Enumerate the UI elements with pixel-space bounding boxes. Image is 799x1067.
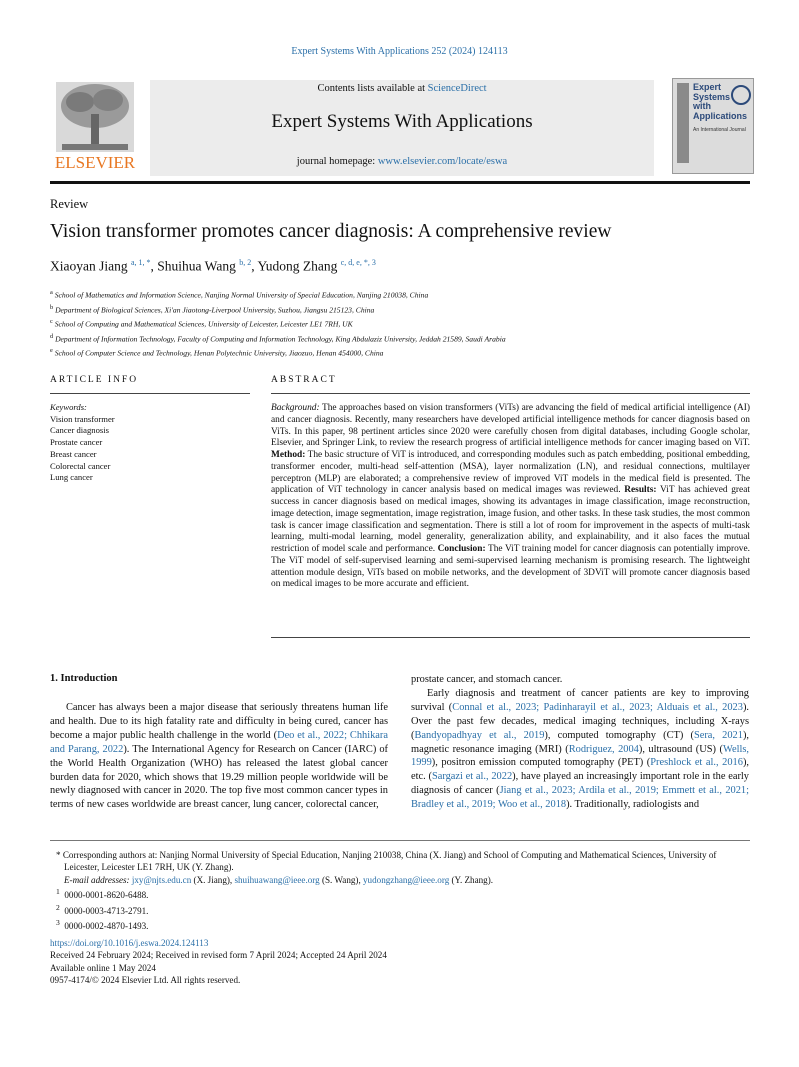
intro-right-column: [411, 673, 749, 812]
abstract-background-label: Background:: [271, 403, 320, 413]
journal-cover: [672, 78, 754, 174]
article-info-heading: ARTICLE INFO: [50, 375, 139, 385]
body-text: ). Traditionally, radiologists and: [566, 799, 700, 811]
body-text: ). The International Agency for Research on Cancer (IARC) of the World Health Organization (WHO) has released the latest global cancer burden data for 2020, which shows that 19.29 million people worldwide will be newly diagnosed with cancer in 2020. The top five most common cancer types in terms of new cases worldwide are breast cancer, lung cancer, colorectal cancer,: [50, 743, 388, 811]
intro-left-paragraph: [50, 701, 388, 812]
affiliation-text: School of Mathematics and Information Science, Nanjing Normal University of Special Education, Nanjing 210038, China: [54, 290, 429, 300]
elsevier-tree-icon: [50, 80, 140, 175]
body-text: ), computed tomography (CT) (: [544, 729, 694, 741]
author-separator: ,: [150, 258, 158, 274]
abstract-conclusion-label: Conclusion:: [437, 544, 486, 554]
citation-link[interactable]: Deo et al., 2022; Chhikara and Parang, 2022: [50, 729, 388, 755]
affiliation-text: Department of Biological Sciences, Xi'an Jiaotong-Liverpool University, Suzhou, Jiangsu 215123, China: [55, 305, 375, 315]
keyword-item: Lung cancer: [50, 472, 93, 483]
orcid-id: 0000-0003-4713-2791.: [64, 905, 149, 916]
affiliation-mark: c: [50, 318, 53, 326]
contents-line: [150, 83, 654, 94]
abstract-conclusion: The ViT training model for cancer diagnosis can potentially improve. The ViT model of self-supervised learning and semi-supervised learning mechanism is promising research. The lightweight attention module design, ViTs based on mobile networks, and the development of 3DViT will promote cancer diagnosis based on medical images to be more accurate and efficient.: [271, 544, 750, 590]
abstract-end-rule: [271, 637, 750, 638]
abstract-background: The approaches based on vision transformers (ViTs) are advancing the field of medical artificial intelligence (AI) and cancer diagnosis. Recently, many researchers have developed artificial intelligence methods for cancer diagnosis based on ViTs. In this paper, 98 pertinent articles since 2020 were carefully chosen from digital databases, including Google scholar, Elsevier, and Springer Link, to review the research progress of artificial intelligence methods for cancer imaging based on ViT.: [271, 403, 750, 449]
affiliation-text: School of Computer Science and Technology, Henan Polytechnic University, Jiaozuo, Henan 454000, China: [54, 348, 384, 358]
keyword-item: Cancer diagnosis: [50, 425, 109, 436]
doi-link[interactable]: https://doi.org/10.1016/j.eswa.2024.124113: [50, 938, 209, 948]
body-text: prostate cancer, and stomach cancer.: [411, 674, 563, 685]
orcid-note: [50, 886, 750, 901]
email-owner: (X. Jiang),: [191, 874, 235, 885]
intro-right-paragraph: [411, 687, 749, 812]
citation-link[interactable]: Jiang et al., 2023; Ardila et al., 2019; Emmett et al., 2021; Bradley et al., 2019; Woo et al., 2018: [411, 785, 749, 811]
body-text: ), ultrasound (US) (: [638, 743, 723, 755]
received-dates: Received 24 February 2024; Received in revised form 7 April 2024; Accepted 24 April 2024: [50, 950, 387, 961]
cover-title-line: with: [693, 101, 711, 111]
keyword-item: Colorectal cancer: [50, 460, 111, 471]
cover-emblem-icon: [731, 85, 751, 105]
keyword-item: Vision transformer: [50, 413, 115, 424]
copyright: 0957-4174/© 2024 Elsevier Ltd. All rights reserved.: [50, 975, 241, 986]
footnote-rule: [50, 840, 750, 841]
abstract-results-label: Results:: [624, 485, 657, 496]
cover-sidebar: [677, 83, 689, 163]
publication-info: [50, 937, 750, 987]
affiliation-text: Department of Information Technology, Faculty of Computing and Information Technology, King Abdulaziz University, Jeddah 21589, Saudi Arabia: [55, 334, 506, 344]
keyword-item: Prostate cancer: [50, 437, 103, 448]
affiliation-item: [50, 316, 750, 331]
sciencedirect-link[interactable]: ScienceDirect: [427, 83, 487, 94]
affiliation-mark: a: [50, 289, 53, 296]
elsevier-logo: [50, 80, 140, 175]
abstract-rule: [271, 393, 750, 394]
citation-link[interactable]: Connal et al., 2023; Padinharayil et al., 2023; Alduais et al., 2023: [452, 701, 743, 713]
affiliation-text: School of Computing and Mathematical Sciences, University of Leicester, Leicester LE1 7RH, UK: [54, 319, 353, 329]
cover-subtitle: An International Journal: [693, 127, 746, 133]
affiliation-item: [50, 302, 750, 317]
author-name[interactable]: Yudong Zhang: [257, 258, 338, 274]
journal-title: Expert Systems With Applications: [271, 111, 533, 132]
body-text: Cancer has always been a major disease that seriously threatens human life and health. Due to its high fatality rate and difficulty in being cured, cancer has become a major public health challenge in the world (: [50, 702, 388, 741]
body-text: ), magnetic resonance imaging (MRI) (: [411, 729, 749, 755]
affiliation-item: [50, 345, 750, 360]
body-text: ). Over the past few decades, medical imaging techniques, including X-rays (: [411, 701, 749, 741]
email-label: E-mail addresses:: [64, 874, 132, 885]
author-affil-marks[interactable]: c, d, e, *, 3: [340, 258, 376, 267]
email-line: [50, 874, 750, 886]
email-owner: (Y. Zhang).: [449, 874, 494, 885]
section-heading: 1. Introduction: [50, 673, 118, 684]
homepage-link[interactable]: www.elsevier.com/locate/eswa: [377, 156, 508, 167]
orcid-id: 0000-0001-8620-6488.: [64, 890, 149, 901]
citation-link[interactable]: Bandyopadhyay et al., 2019: [414, 729, 545, 741]
affiliation-mark: e: [50, 347, 53, 355]
orcid-id: 0000-0002-4870-1493.: [64, 921, 149, 932]
affiliation-mark: d: [50, 332, 54, 340]
email-link[interactable]: shuihuawang@ieee.org: [234, 874, 320, 885]
citation-link[interactable]: Wells, 1999: [411, 743, 749, 769]
affiliation-mark: b: [50, 303, 54, 311]
cover-title-line: Applications: [693, 110, 748, 121]
article-title: Vision transformer promotes cancer diagnosis: A comprehensive review: [50, 221, 612, 242]
email-link[interactable]: yudongzhang@ieee.org: [363, 874, 450, 885]
homepage-prefix: journal homepage:: [296, 156, 378, 167]
keywords-block: [50, 402, 115, 484]
author-name[interactable]: Xiaoyan Jiang: [50, 258, 128, 274]
orcid-mark: 2: [56, 902, 60, 912]
orcid-note: [50, 917, 750, 932]
footnotes: [50, 849, 750, 933]
abstract-method-label: Method:: [271, 450, 306, 460]
citation-link[interactable]: Sargazi et al., 2022: [431, 771, 513, 783]
author-affil-marks[interactable]: b, 2: [239, 258, 252, 267]
citation-link[interactable]: Preshlock et al., 2016: [650, 757, 743, 769]
author-affil-marks[interactable]: a, 1, *: [130, 258, 151, 267]
available-online: Available online 1 May 2024: [50, 962, 156, 973]
journal-band: [150, 80, 654, 176]
body-text: ), positron emission computed tomography (PET) (: [431, 757, 651, 769]
affiliation-list: [50, 287, 750, 360]
author-separator: ,: [251, 258, 258, 274]
corresponding-author-note: * Corresponding authors at: Nanjing Normal University of Special Education, Nanjing 210038, China (X. Jiang) and School of Computing and Mathematical Sciences, University of Leicester, Leicester LE1 7RH, UK (Y. Zhang).: [56, 850, 717, 873]
citation-link[interactable]: Sera, 2021: [693, 729, 743, 741]
body-text: Early diagnosis and treatment of cancer patients are key to improving survival (: [411, 687, 749, 713]
affiliation-item: [50, 331, 750, 346]
abstract-results: ViT has achieved great success in cancer diagnosis based on medical images, showing its advantages in image classification, image reconstruction, image detection, image segmentation, image registration, image fusion, and other tasks. In these task studies, the most common task is cancer image classification and segmentation. There is still a lot of room for improvement in the aspects of multi-task learning, multi-modal learning, model generality, generalization ability, and explainability, and it also faces the mutual restriction of model scale and performance.: [271, 485, 750, 554]
article-info-rule: [50, 393, 250, 394]
journal-citation[interactable]: Expert Systems With Applications 252 (2024) 124113: [291, 46, 508, 57]
email-link[interactable]: jxy@njts.edu.cn: [131, 874, 192, 885]
affiliation-item: [50, 287, 750, 302]
publisher-name: ELSEVIER: [54, 153, 136, 172]
author-name[interactable]: Shuihua Wang: [157, 258, 236, 274]
orcid-note: [50, 902, 750, 917]
keyword-item: Breast cancer: [50, 448, 97, 459]
orcid-mark: 1: [56, 887, 60, 897]
abstract-text: [271, 403, 750, 591]
abstract-heading: ABSTRACT: [271, 375, 337, 385]
abstract-method: The basic structure of ViT is introduced, and corresponding modules such as patch embedding, positional embedding, transformer encoder, multi-head self-attention (MSA), layer normalization (LN), and residual connections, multilayer perceptron (MLP) are elaborated; a comprehensive review of improved ViT models in the medical field is presented. The application of ViT technology in cancer analysis based on medical images was reviewed.: [271, 450, 750, 496]
body-text: ), etc. (: [411, 757, 749, 783]
masthead-rule: [50, 181, 750, 184]
homepage-line: [150, 156, 654, 167]
keywords-label: Keywords:: [50, 402, 87, 412]
contents-prefix: Contents lists available at: [317, 83, 428, 94]
body-text: ), have played an increasingly important role in the early diagnosis of cancer (: [411, 771, 749, 797]
cover-title-line: Systems: [693, 91, 731, 102]
citation-link[interactable]: Rodriguez, 2004: [568, 743, 639, 755]
cover-title-line: Expert: [693, 82, 722, 92]
email-owner: (S. Wang),: [319, 874, 363, 885]
orcid-mark: 3: [56, 918, 60, 928]
author-list: [50, 258, 376, 275]
article-type: Review: [50, 197, 89, 211]
